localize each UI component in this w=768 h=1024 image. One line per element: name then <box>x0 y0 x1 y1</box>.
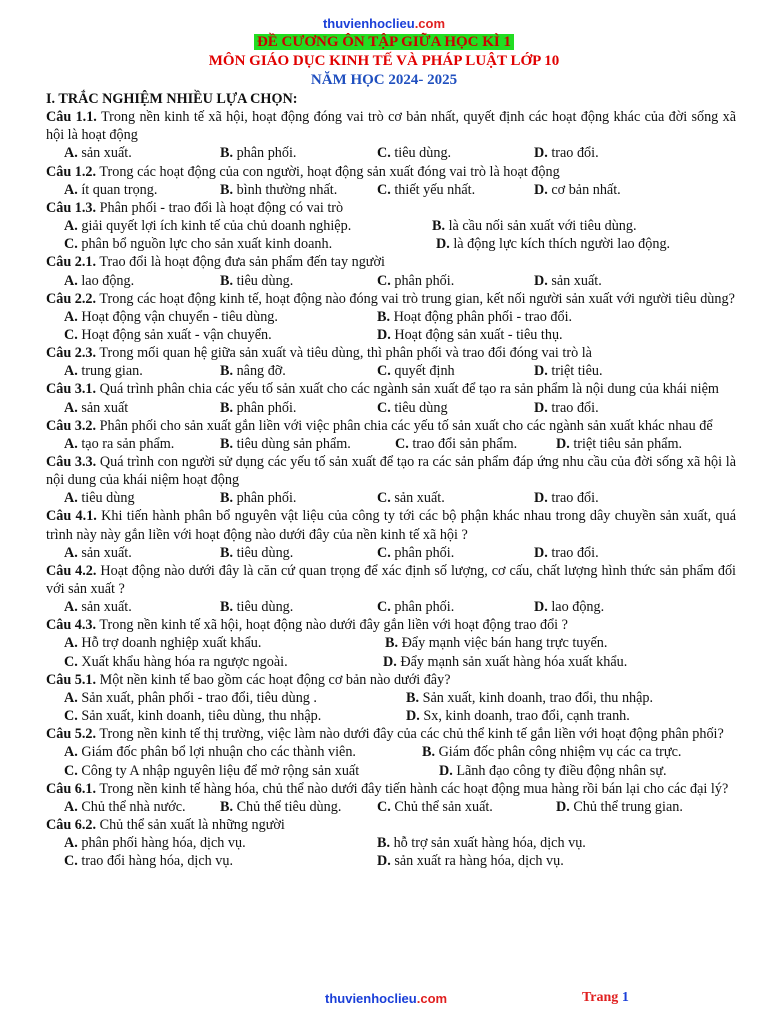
option-b: B. tiêu dùng. <box>220 544 294 561</box>
option-c: C. Xuất khẩu hàng hóa ra ngược ngoài. <box>64 653 288 670</box>
question-1-3: Câu 1.3. Phân phối - trao đổi là hoạt động có vai trò <box>46 199 344 216</box>
site-domain: .com <box>414 16 446 31</box>
option-d: D. sản xuất ra hàng hóa, dịch vụ. <box>377 853 564 870</box>
option-d: D. Chủ thể trung gian. <box>556 798 683 815</box>
doc-title-line2: MÔN GIÁO DỤC KINH TẾ VÀ PHÁP LUẬT LỚP 10 <box>208 53 560 69</box>
option-c: C. sản xuất. <box>377 490 445 507</box>
page-num: 1 <box>621 990 629 1005</box>
options-4-2 <box>46 598 736 616</box>
option-a: A. Hoạt động vận chuyển - tiêu dùng. <box>64 308 278 325</box>
option-b: B. phân phối. <box>220 490 297 507</box>
options-1-2 <box>46 181 736 199</box>
options-5-1-ab <box>46 689 736 707</box>
options-4-1 <box>46 544 736 562</box>
option-b: B. phân phối. <box>220 399 297 416</box>
option-a: A. tạo ra sản phẩm. <box>64 435 175 452</box>
option-b: B. phân phối. <box>220 145 297 162</box>
option-b: B. tiêu dùng sản phẩm. <box>220 435 351 452</box>
option-d: D. Lãnh đạo công ty điều động nhân sự. <box>439 762 667 779</box>
site-header <box>0 16 768 31</box>
option-b: B. Chủ thể tiêu dùng. <box>220 798 342 815</box>
option-a: A. Sản xuất, phân phối - trao đổi, tiêu dùng . <box>64 689 317 706</box>
option-c: C. Hoạt động sản xuất - vận chuyển. <box>64 326 272 343</box>
option-d: D. cơ bản nhất. <box>534 181 621 198</box>
option-a: A. Chủ thể nhà nước. <box>64 798 186 815</box>
option-a: A. sản xuất. <box>64 145 132 162</box>
option-d: D. trao đổi. <box>534 399 599 416</box>
option-a: A. sản xuất. <box>64 599 132 616</box>
option-c: C. trao đổi hàng hóa, dịch vụ. <box>64 853 234 870</box>
option-b: B. Giám đốc phân công nhiệm vụ các ca trực. <box>422 744 682 761</box>
option-b: B. Hoạt động phân phối - trao đổi. <box>377 308 573 325</box>
options-2-3 <box>46 362 736 380</box>
option-d: D. Đẩy mạnh sản xuất hàng hóa xuất khẩu. <box>383 653 628 670</box>
question-6-1: Câu 6.1. Trong nền kinh tế hàng hóa, chủ thể nào dưới đây tiến hành các hoạt động mua hàng rồi bán lại cho các đại lý? <box>46 780 729 797</box>
option-c: C. phân phối. <box>377 544 455 561</box>
option-d: D. trao đổi. <box>534 490 599 507</box>
option-c: C. Chủ thể sản xuất. <box>377 798 493 815</box>
options-5-1-cd <box>46 707 736 725</box>
option-c: C. phân phối. <box>377 272 455 289</box>
options-5-2-cd <box>46 762 736 780</box>
option-a: A. sản xuất <box>64 399 129 416</box>
option-c: C. trao đổi sản phẩm. <box>395 435 518 452</box>
option-b: B. Đẩy mạnh việc bán hang trực tuyến. <box>385 635 608 652</box>
option-d: D. trao đổi. <box>534 544 599 561</box>
options-1-1 <box>46 144 736 162</box>
doc-title-line3: NĂM HỌC 2024- 2025 <box>310 72 458 88</box>
option-a: A. tiêu dùng <box>64 490 135 507</box>
option-b: B. là cầu nối sản xuất với tiêu dùng. <box>432 218 637 235</box>
option-d: D. triệt tiêu. <box>534 363 603 380</box>
question-2-3: Câu 2.3. Trong mối quan hệ giữa sản xuất và tiêu dùng, thì phân phối và trao đổi đóng vai trò là <box>46 345 592 362</box>
option-d: D. Hoạt động sản xuất - tiêu thụ. <box>377 326 563 343</box>
question-3-1: Câu 3.1. Quá trình phân chia các yếu tố sản xuất cho các ngành sản xuất để tạo ra sản phẩm là nội dung của khái niệm <box>46 381 719 398</box>
option-a: A. sản xuất. <box>64 544 132 561</box>
option-c: C. thiết yếu nhất. <box>377 181 476 198</box>
options-3-1 <box>46 399 736 417</box>
footer-site-name: thuvienhoclieu <box>325 991 417 1006</box>
section-heading: I. TRẮC NGHIỆM NHIỀU LỰA CHỌN: <box>46 91 298 107</box>
option-c: C. phân phối. <box>377 599 455 616</box>
option-a: A. ít quan trọng. <box>64 181 158 198</box>
option-b: B. Sản xuất, kinh doanh, trao đổi, thu nhập. <box>406 689 654 706</box>
page-number <box>582 990 629 1006</box>
option-d: D. là động lực kích thích người lao động. <box>436 236 671 253</box>
question-3-3: Câu 3.3. Quá trình con người sử dụng các yếu tố sản xuất để tạo ra các sản phẩm đáp ứng nhu cầu của đời sống xã hội là nội dung của khái niệm hoạt động <box>46 453 736 489</box>
page-label: Trang <box>582 990 622 1005</box>
option-c: C. quyết định <box>377 363 455 380</box>
option-c: C. tiêu dùng. <box>377 145 452 162</box>
options-6-2-cd <box>46 852 736 870</box>
options-4-3-ab <box>46 634 736 652</box>
option-b: B. nâng đỡ. <box>220 363 286 380</box>
options-2-1 <box>46 272 736 290</box>
question-1-1: Câu 1.1. Trong nền kinh tế xã hội, hoạt động đóng vai trò cơ bản nhất, quyết định các hoạt động khác của đời sống xã hội là hoạt động <box>46 109 737 144</box>
option-a: A. phân phối hàng hóa, dịch vụ. <box>64 835 246 852</box>
option-a: A. lao động. <box>64 272 135 289</box>
option-b: B. tiêu dùng. <box>220 272 294 289</box>
question-5-2: Câu 5.2. Trong nền kinh tế thị trường, việc làm nào dưới đây của các chủ thể kinh tế gắn liền với hoạt động phân phối? <box>46 726 724 743</box>
options-3-2 <box>46 435 736 453</box>
options-1-3-ab <box>46 217 736 235</box>
options-5-2-ab <box>46 743 736 761</box>
options-6-1 <box>46 798 736 816</box>
option-d: D. triệt tiêu sản phẩm. <box>556 435 683 452</box>
question-2-2: Câu 2.2. Trong các hoạt động kinh tế, hoạt động nào đóng vai trò trung gian, kết nối người sản xuất với người tiêu dùng? <box>46 290 735 307</box>
options-4-3-cd <box>46 653 736 671</box>
option-b: B. bình thường nhất. <box>220 181 338 198</box>
question-5-1: Câu 5.1. Một nền kinh tế bao gồm các hoạt động cơ bản nào dưới đây? <box>46 671 451 688</box>
footer-site-domain: .com <box>416 991 448 1006</box>
option-d: D. trao đổi. <box>534 145 599 162</box>
question-3-2: Câu 3.2. Phân phối cho sản xuất gắn liền với việc phân chia các yếu tố sản xuất cho các ngành sản xuất khác nhau để <box>46 417 713 434</box>
option-d: D. Sx, kinh doanh, trao đổi, cạnh tranh. <box>406 708 630 725</box>
options-6-2-ab <box>46 834 736 852</box>
question-4-1: Câu 4.1. Khi tiến hành phân bổ nguyên vật liệu của công ty tới các bộ phận khác nhau trong dây chuyền sản xuất, quá trình này này gắn liền với hoạt động nào dưới đây của nền kinh tế xã hội ? <box>46 508 737 543</box>
option-c: C. tiêu dùng <box>377 399 448 416</box>
question-4-3: Câu 4.3. Trong nền kinh tế xã hội, hoạt động nào dưới đây gắn liền với hoạt động trao đổi ? <box>46 617 568 634</box>
question-4-2: Câu 4.2. Hoạt động nào dưới đây là căn cứ quan trọng để xác định số lượng, cơ cấu, chất lượng hình thức sản phẩm đối với sản xuất ? <box>46 562 736 598</box>
question-1-2: Câu 1.2. Trong các hoạt động của con người, hoạt động sản xuất đóng vai trò là hoạt động <box>46 163 560 180</box>
option-a: A. giải quyết lợi ích kinh tế của chủ doanh nghiệp. <box>64 218 352 235</box>
doc-title-line1: ĐỀ CƯƠNG ÔN TẬP GIỮA HỌC KÌ 1 <box>0 33 768 51</box>
options-1-3-cd <box>46 235 736 253</box>
options-2-2-cd <box>46 326 736 344</box>
site-name: thuvienhoclieu <box>322 16 415 31</box>
site-footer <box>325 991 447 1006</box>
option-c: C. Sản xuất, kinh doanh, tiêu dùng, thu nhập. <box>64 708 322 725</box>
option-d: D. sản xuất. <box>534 272 602 289</box>
option-c: C. Công ty A nhập nguyên liệu để mở rộng sản xuất <box>64 762 360 779</box>
option-b: B. tiêu dùng. <box>220 599 294 616</box>
question-2-1: Câu 2.1. Trao đổi là hoạt động đưa sản phẩm đến tay người <box>46 254 385 271</box>
option-c: C. phân bổ nguồn lực cho sản xuất kinh doanh. <box>64 236 333 253</box>
option-a: A. Giám đốc phân bổ lợi nhuận cho các thành viên. <box>64 744 356 761</box>
questions-body <box>46 90 736 870</box>
options-2-2-ab <box>46 308 736 326</box>
option-a: A. trung gian. <box>64 363 143 380</box>
option-d: D. lao động. <box>534 599 605 616</box>
question-6-2: Câu 6.2. Chủ thể sản xuất là những người <box>46 816 285 833</box>
option-b: B. hỗ trợ sản xuất hàng hóa, dịch vụ. <box>377 835 586 852</box>
options-3-3 <box>46 489 736 507</box>
option-a: A. Hỗ trợ doanh nghiệp xuất khẩu. <box>64 635 262 652</box>
